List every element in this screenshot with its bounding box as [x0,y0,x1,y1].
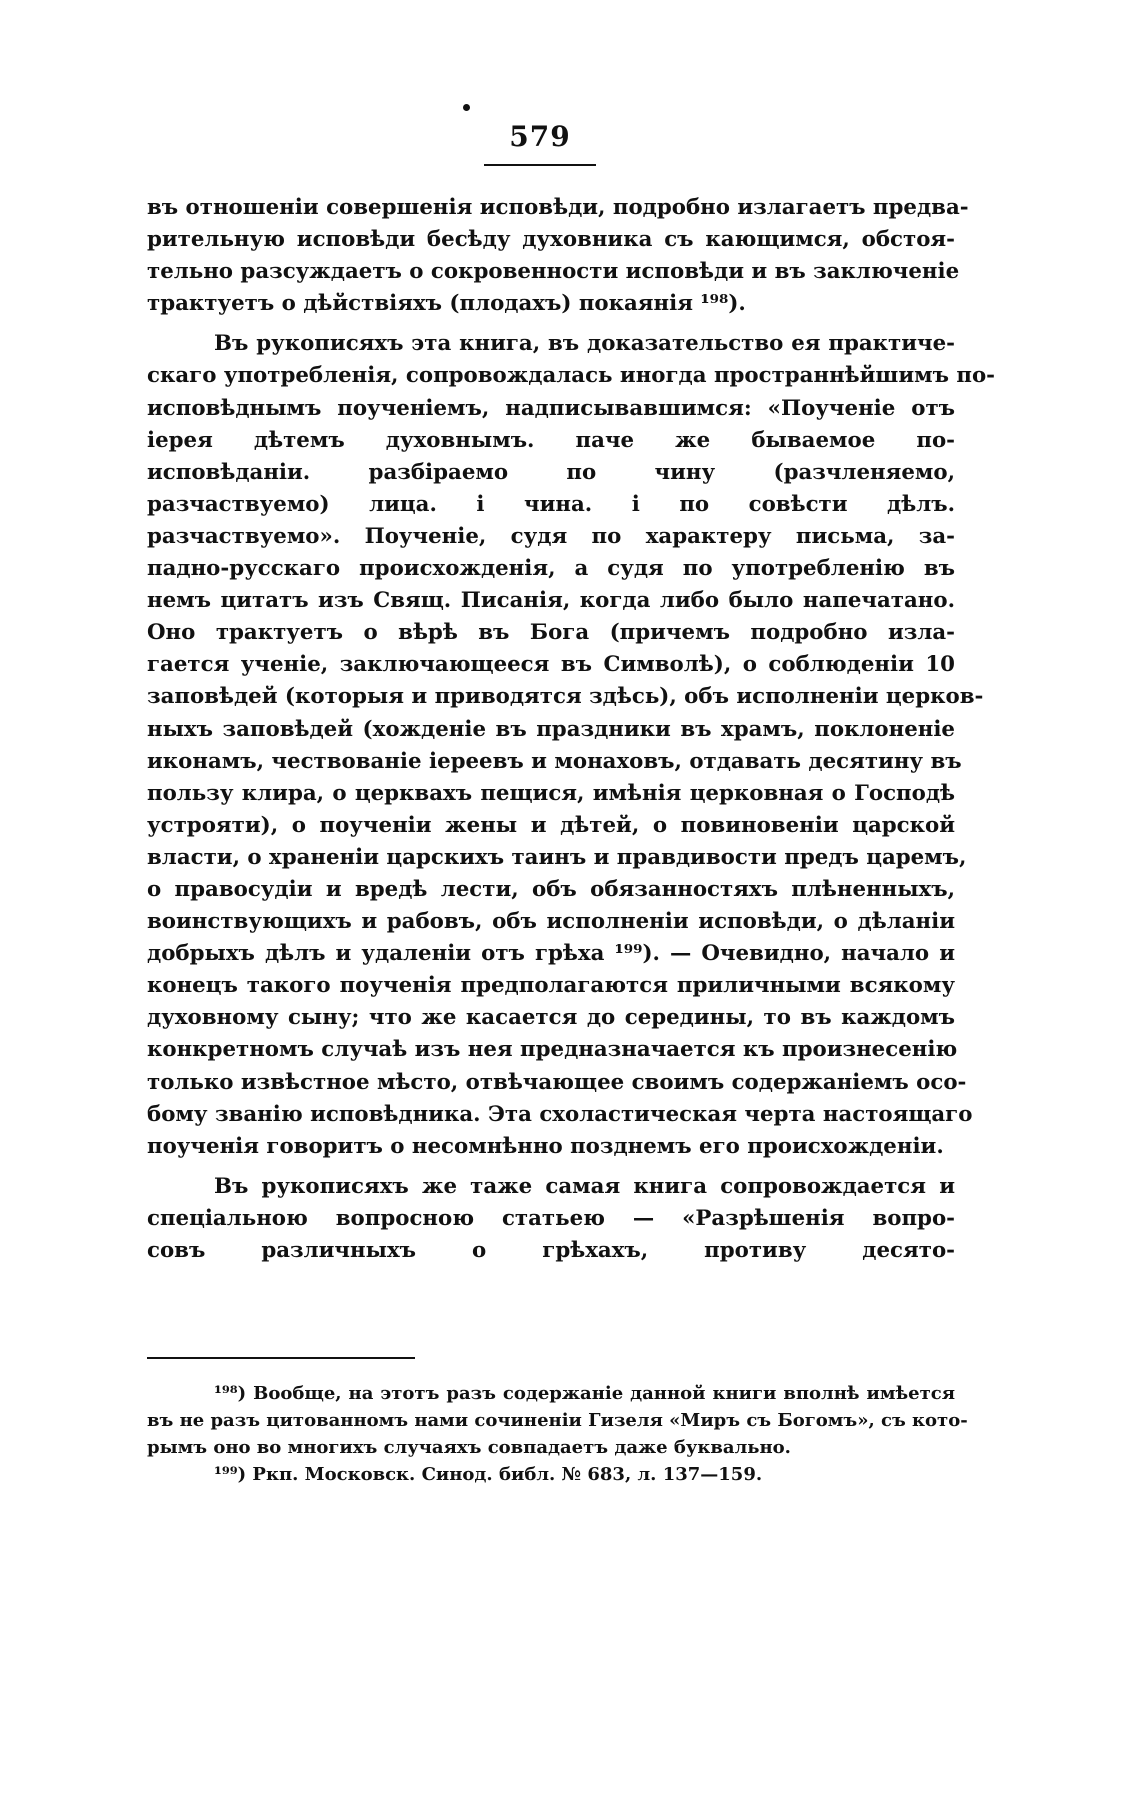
footnote-line: ¹⁹⁹) Ркп. Московск. Синод. библ. № 683, л. 137—159. [214,1464,763,1485]
text-line: iерея дѣтемъ духовнымъ. паче же бываемое по- [147,427,955,453]
paragraph-gap [147,320,955,328]
text-line: добрыхъ дѣлъ и удаленiи отъ грѣха ¹⁹⁹). — Очевидно, начало и [147,941,955,967]
text-line: о правосудiи и вредѣ лести, объ обязанностяхъ плѣненныхъ, [147,876,955,902]
footnote-line: въ не разъ цитованномъ нами сочиненiи Гизеля «Миръ съ Богомъ», съ кото- [147,1410,968,1431]
text-line: поученiя говоритъ о несомнѣнно позднемъ его происхожденiи. [147,1133,944,1159]
text-line: въ отношенiи совершенiя исповѣди, подробно излагаетъ предва- [147,195,969,220]
paragraph-3 [147,1171,955,1267]
text-line: Въ рукописяхъ эта книга, въ доказательство ея практиче- [214,331,955,357]
text-line: иконамъ, чествованiе iереевъ и монаховъ, отдавать десятину въ [147,748,962,774]
text-line: исповѣднымъ поученiемъ, надписывавшимся: «Поученiе отъ [147,395,955,421]
text-line: бому званiю исповѣдника. Эта схоластическая черта настоящаго [147,1101,973,1127]
text-line: скаго употребленiя, сопровождалась иногда пространнѣйшимъ по- [147,363,995,389]
text-line: разчаствуемо) лица. i чина. i по совѣсти дѣлъ. [147,491,955,517]
text-line: разчаствуемо». Поученiе, судя по характеру письма, за- [147,523,955,549]
text-line: совъ различныхъ о грѣхахъ, противу десято- [147,1238,955,1263]
footnotes [147,1380,968,1488]
text-line: гается ученiе, заключающееся въ Символѣ), о соблюденiи 10 [147,652,955,678]
text-line: конецъ такого поученiя предполагаются приличными всякому [147,973,955,999]
body-text [147,192,995,1267]
print-dot [463,104,470,111]
text-line: ныхъ заповѣдей (хожденiе въ праздники въ храмъ, поклоненiе [147,716,955,742]
footnote-line: ¹⁹⁸) Вообще, на этотъ разъ содержанiе данной книги вполнѣ имѣется [214,1383,955,1404]
page-number-rule [484,164,596,166]
text-line: спецiальною вопросною статьею — «Разрѣшенiя вопро- [147,1205,955,1231]
text-line: устрояти), о поученiи жены и дѣтей, о повиновенiи царской [147,812,955,838]
text-line: Въ рукописяхъ же таже самая книга сопровождается и [214,1173,955,1199]
footnote-198 [147,1380,968,1461]
paragraph-2 [147,328,995,1162]
text-line: заповѣдей (которыя и приводятся здѣсь), объ исполненiи церков- [147,684,984,710]
text-line: воинствующихъ и рабовъ, объ исполненiи исповѣди, о дѣланiи [147,909,955,935]
text-line: Оно трактуетъ о вѣрѣ въ Бога (причемъ подробно изла- [147,620,955,646]
text-line: тельно разсуждаетъ о сокровенности исповѣди и въ заключенiе [147,259,960,285]
footnote-rule [147,1357,415,1359]
footnote-199 [147,1461,955,1488]
text-line: исповѣданiи. разбiраемо по чину (разчленяемо, [147,459,955,485]
page-number: 579 [509,120,571,153]
text-line: только извѣстное мѣсто, отвѣчающее своимъ содержанiемъ осо- [147,1069,967,1095]
text-line: рительную исповѣди бесѣду духовника съ кающимся, обстоя- [147,227,955,253]
paragraph-gap [147,1163,955,1171]
text-line: власти, о храненiи царскихъ таинъ и правдивости предъ царемъ, [147,844,967,870]
text-line: конкретномъ случаѣ изъ нея предназначается къ произнесенiю [147,1037,958,1063]
text-line: падно-русскаго происхожденiя, а судя по употребленiю въ [147,556,955,582]
paragraph-1 [147,192,969,320]
text-line: трактуетъ о дѣйствiяхъ (плодахъ) покаянiя ¹⁹⁸). [147,291,746,317]
text-line: немъ цитатъ изъ Свящ. Писанiя, когда либо было напечатано. [147,588,955,614]
footnote-line: рымъ оно во многихъ случаяхъ совпадаетъ даже буквально. [147,1437,791,1458]
text-line: пользу клира, о церквахъ пещися, имѣнiя церковная о Господѣ [147,780,955,806]
text-line: духовному сыну; что же касается до середины, то въ каждомъ [147,1005,955,1031]
